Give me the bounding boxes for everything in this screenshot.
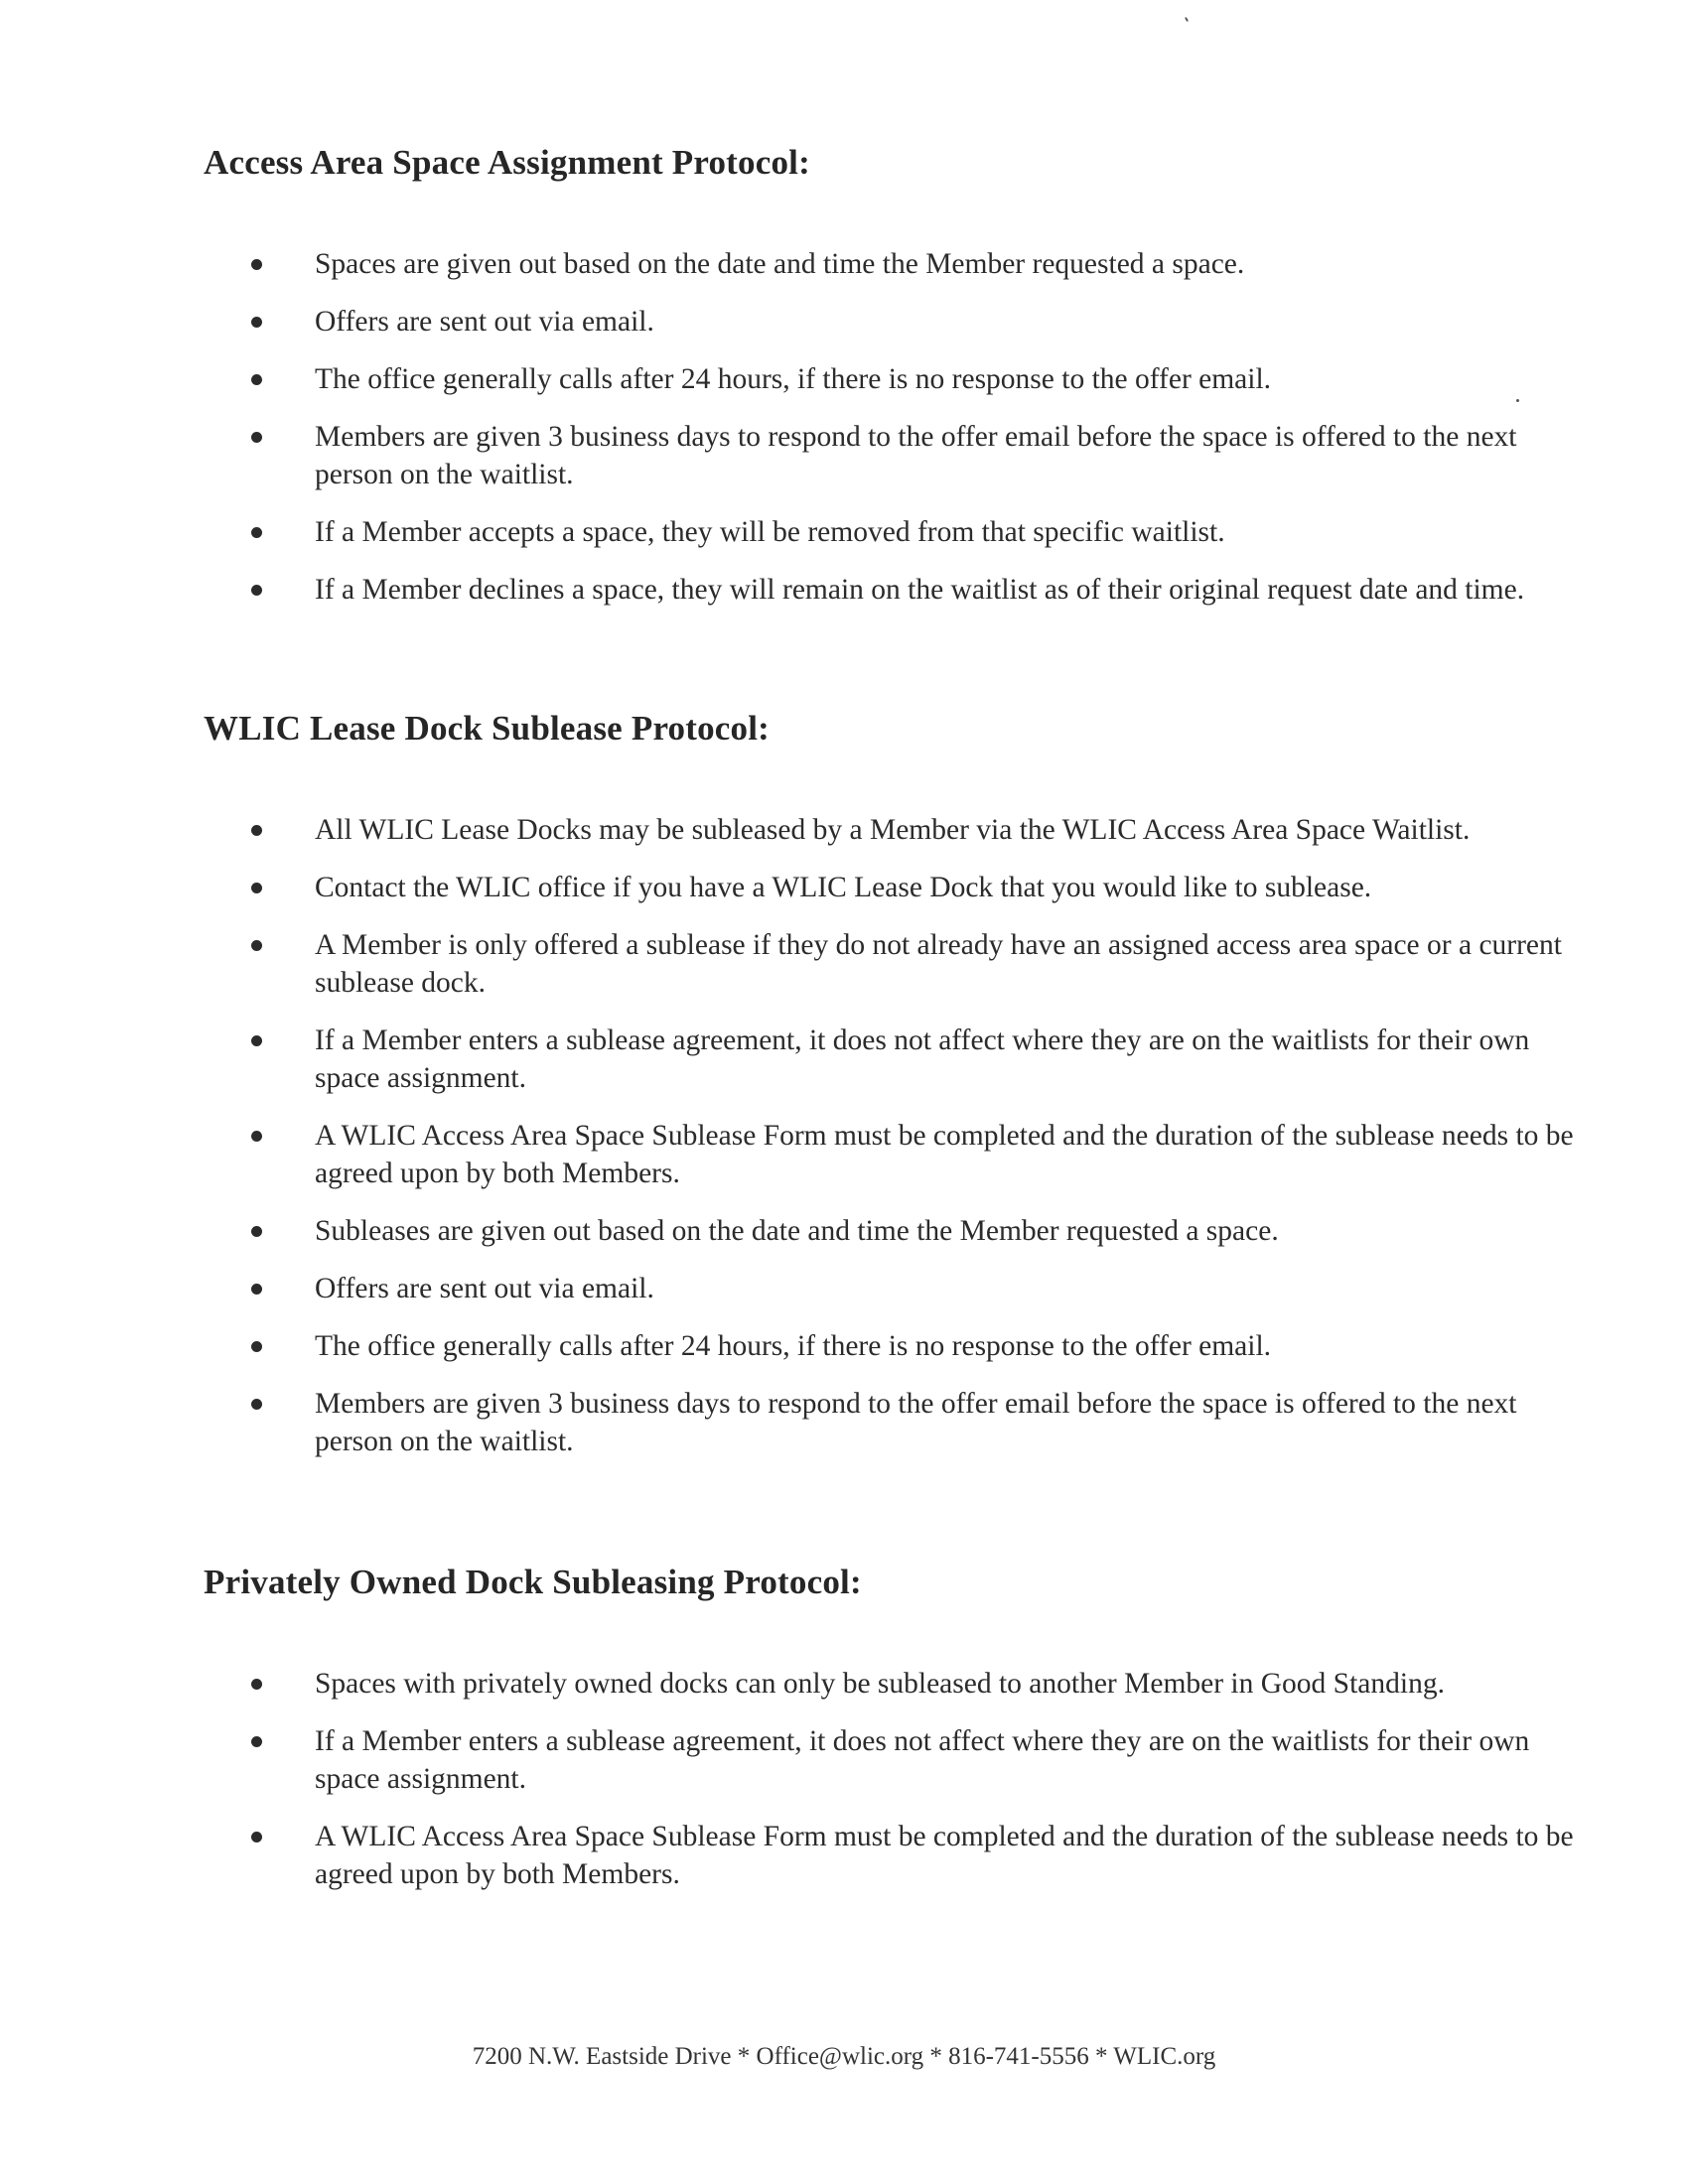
bullet-icon	[251, 259, 262, 270]
bullet-icon	[251, 825, 262, 836]
list-item-text: Members are given 3 business days to respond to the offer email before the space is offered to the next person on the waitlist.	[315, 1388, 1517, 1457]
list-item-text: All WLIC Lease Docks may be subleased by a Member via the WLIC Access Area Space Waitlist.	[315, 814, 1471, 846]
section-wlic-lease-dock-sublease	[204, 708, 1574, 1480]
list-item	[204, 1270, 1601, 1307]
list-item-text: Offers are sent out via email.	[315, 306, 654, 338]
list-item-text: Contact the WLIC office if you have a WLIC Lease Dock that you would like to sublease.	[315, 872, 1372, 903]
list-item-text: Spaces with privately owned docks can only be subleased to another Member in Good Standing.	[315, 1668, 1445, 1700]
bullet-icon	[251, 317, 262, 328]
list-item-text: The office generally calls after 24 hours, if there is no response to the offer email.	[315, 1330, 1272, 1362]
list-item-text: A WLIC Access Area Space Sublease Form must be completed and the duration of the sublease needs to be agreed upon by both Members.	[315, 1120, 1574, 1189]
scan-speck	[1185, 17, 1189, 22]
bullet-list	[204, 245, 1525, 609]
bullet-icon	[251, 1679, 262, 1690]
bullet-list	[204, 811, 1574, 1460]
list-item-text: The office generally calls after 24 hours, if there is no response to the offer email.	[315, 363, 1272, 395]
bullet-icon	[251, 883, 262, 893]
bullet-icon	[251, 940, 262, 951]
list-item	[204, 245, 1601, 283]
list-item-text: Subleases are given out based on the date and time the Member requested a space.	[315, 1215, 1279, 1247]
bullet-icon	[251, 1832, 262, 1843]
bullet-icon	[251, 432, 262, 443]
list-item	[204, 571, 1601, 609]
bullet-icon	[251, 1131, 262, 1142]
list-item	[204, 1327, 1601, 1365]
list-item	[204, 1722, 1601, 1798]
list-item	[204, 303, 1601, 341]
list-item-text: A Member is only offered a sublease if they do not already have an assigned access area space or a current sublease dock.	[315, 929, 1562, 999]
list-item-text: If a Member declines a space, they will remain on the waitlist as of their original request date and time.	[315, 574, 1525, 606]
bullet-icon	[251, 1736, 262, 1747]
list-item	[204, 1022, 1601, 1097]
bullet-icon	[251, 1284, 262, 1295]
list-item	[204, 811, 1601, 849]
list-item	[204, 360, 1601, 398]
bullet-icon	[251, 585, 262, 596]
list-item-text: If a Member enters a sublease agreement, it does not affect where they are on the waitlists for their own space assignment.	[315, 1725, 1530, 1795]
list-item-text: If a Member enters a sublease agreement, it does not affect where they are on the waitlists for their own space assignment.	[315, 1024, 1530, 1094]
bullet-icon	[251, 1226, 262, 1237]
bullet-icon	[251, 1035, 262, 1046]
list-item	[204, 1385, 1601, 1460]
section-heading: Privately Owned Dock Subleasing Protocol:	[204, 1563, 862, 1601]
bullet-icon	[251, 527, 262, 538]
list-item-text: Offers are sent out via email.	[315, 1273, 654, 1304]
scan-speck	[1516, 399, 1519, 402]
list-item-text: A WLIC Access Area Space Sublease Form must be completed and the duration of the sublease needs to be agreed upon by both Members.	[315, 1821, 1574, 1890]
list-item	[204, 513, 1601, 551]
section-access-area-space-assignment	[204, 142, 1525, 628]
list-item	[204, 869, 1601, 906]
list-item-text: If a Member accepts a space, they will be removed from that specific waitlist.	[315, 516, 1225, 548]
footer-contact-line: 7200 N.W. Eastside Drive * Office@wlic.org * 816-741-5556 * WLIC.org	[472, 2043, 1216, 2070]
list-item-text: Spaces are given out based on the date and time the Member requested a space.	[315, 248, 1245, 280]
list-item	[204, 926, 1601, 1002]
list-item-text: Members are given 3 business days to respond to the offer email before the space is offered to the next person on the waitlist.	[315, 421, 1517, 490]
list-item	[204, 1117, 1601, 1192]
list-item	[204, 1212, 1601, 1250]
section-heading: WLIC Lease Dock Sublease Protocol:	[204, 709, 771, 748]
bullet-list	[204, 1665, 1574, 1893]
list-item	[204, 418, 1601, 493]
list-item	[204, 1665, 1601, 1703]
bullet-icon	[251, 374, 262, 385]
list-item	[204, 1818, 1601, 1893]
bullet-icon	[251, 1341, 262, 1352]
section-privately-owned-dock-subleasing	[204, 1562, 1574, 1913]
bullet-icon	[251, 1399, 262, 1410]
section-heading: Access Area Space Assignment Protocol:	[204, 143, 810, 182]
